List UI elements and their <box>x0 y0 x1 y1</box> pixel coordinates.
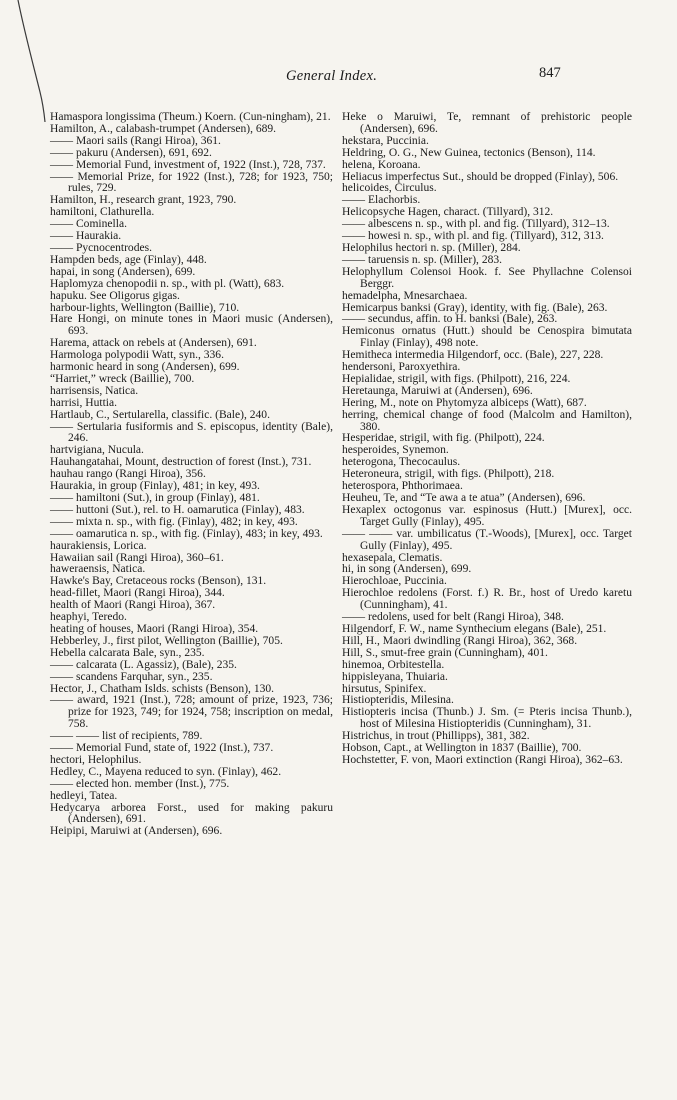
index-entry: —— calcarata (L. Agassiz), (Bale), 235. <box>50 658 237 671</box>
index-entry: —— Memorial Fund, investment of, 1922 (Inst.), 728, 737. <box>50 158 326 171</box>
index-entry: hi, in song (Andersen), 699. <box>342 563 472 576</box>
index-entry: —— secundus, affin. to H. banksi (Bale), 263. <box>342 313 558 326</box>
index-entry: Hawaiian sail (Rangi Hiroa), 360–61. <box>50 551 224 564</box>
index-entry: —— huttoni (Sut.), rel. to H. oamarutica (Finlay), 483. <box>50 503 305 516</box>
index-entry: Heuheu, Te, and “Te awa a te atua” (Andersen), 696. <box>342 492 586 504</box>
index-entry: Helicopsyche Hagen, charact. (Tillyard), 312. <box>342 206 554 219</box>
index-entry: hexasepala, Clematis. <box>342 551 443 564</box>
index-entry: Haurakia, in group (Finlay), 481; in key, 493. <box>50 480 260 493</box>
index-entry: —— —— list of recipients, 789. <box>50 730 203 743</box>
index-entry: hemadelpha, Mnesarchaea. <box>342 289 468 302</box>
index-entry: —— Pycnocentrodes. <box>50 241 152 254</box>
index-entry: hectori, Helophilus. <box>50 753 142 766</box>
index-entry: —— Sertularia fusiformis and S. episcopus, identity (Bale), 246. <box>50 420 333 445</box>
index-entry: haweraensis, Natica. <box>50 563 146 576</box>
index-entry: hamiltoni, Clathurella. <box>50 206 155 219</box>
index-entry: hekstara, Puccinia. <box>342 134 429 147</box>
index-entry: Hedycarya arborea Forst., used for making pakuru (Andersen), 691. <box>50 801 333 826</box>
index-entry: hartvigiana, Nucula. <box>50 444 144 457</box>
page-number: 847 <box>539 65 561 81</box>
index-entry: —— Memorial Prize, for 1922 (Inst.), 728; for 1923, 750; rules, 729. <box>50 170 333 195</box>
index-entry: Hector, J., Chatham Islds. schists (Benson), 130. <box>50 682 275 695</box>
index-entry: Heke o Maruiwi, Te, remnant of prehistoric people (Andersen), 696. <box>342 111 632 135</box>
index-entry: head-fillet, Maori (Rangi Hiroa), 344. <box>50 587 225 600</box>
index-entry: heaphyi, Teredo. <box>50 611 127 624</box>
index-entry: hapai, in song (Andersen), 699. <box>50 265 196 278</box>
index-entry: Hamilton, A., calabash-trumpet (Andersen), 689. <box>50 122 277 135</box>
index-entry: Helophyllum Colensoi Hook. f. See Phyllachne Colensoi Berggr. <box>342 265 632 290</box>
index-entry: —— mixta n. sp., with fig. (Finlay), 482; in key, 493. <box>50 515 298 528</box>
index-entry: —— elected hon. member (Inst.), 775. <box>50 777 230 790</box>
index-entry: Heipipi, Maruiwi at (Andersen), 696. <box>50 825 223 838</box>
index-entry: —— hamiltoni (Sut.), in group (Finlay), 481. <box>50 492 260 504</box>
index-entry: Hebberley, J., first pilot, Wellington (Baillie), 705. <box>50 634 283 647</box>
index-entry: —— Haurakia. <box>50 230 122 243</box>
index-entry: hendersoni, Paroxyethira. <box>342 361 461 374</box>
index-entry: —— Memorial Fund, state of, 1922 (Inst.), 737. <box>50 742 274 755</box>
index-entry: heterogona, Thecocaulus. <box>342 456 461 469</box>
index-entry: Hamilton, H., research grant, 1923, 790. <box>50 194 237 207</box>
index-entry: hauhau rango (Rangi Hiroa), 356. <box>50 468 206 481</box>
index-entry: heating of houses, Maori (Rangi Hiroa), 354. <box>50 622 259 635</box>
index-entry: Hering, M., note on Phytomyza albiceps (Watt), 687. <box>342 396 587 409</box>
index-entry: Hierochloe redolens (Forst. f.) R. Br., host of Uredo karetu (Cunningham), 41. <box>342 587 632 612</box>
index-entry: Hemiconus ornatus (Hutt.) should be Cenospira bimutata Finlay (Finlay), 498 note. <box>342 325 632 350</box>
index-entry: Hobson, Capt., at Wellington in 1837 (Baillie), 700. <box>342 742 582 755</box>
index-entry: harmonic heard in song (Andersen), 699. <box>50 361 240 374</box>
index-entry: —— redolens, used for belt (Rangi Hiroa), 348. <box>342 611 564 624</box>
index-entry: Hesperidae, strigil, with fig. (Philpott), 224. <box>342 432 545 445</box>
index-entry: harrisensis, Natica. <box>50 384 139 397</box>
index-entry: Hare Hongi, on minute tones in Maori music (Andersen), 693. <box>50 313 333 338</box>
index-entry: —— pakuru (Andersen), 691, 692. <box>50 146 212 159</box>
index-entry: —— oamarutica n. sp., with fig. (Finlay), 483; in key, 493. <box>50 527 323 540</box>
index-entry: —— award, 1921 (Inst.), 728; amount of prize, 1923, 736; prize for 1923, 749; for 1924, 758; inscription on medal, 758. <box>50 694 333 731</box>
index-entry: Histiopteris incisa (Thunb.) J. Sm. (= Pteris incisa Thunb.), host of Milesina Histiopteridis (Cunningham), 31. <box>342 706 632 731</box>
index-entry: Hauhangatahai, Mount, destruction of forest (Inst.), 731. <box>50 456 312 469</box>
index-entry: harrisi, Huttia. <box>50 396 118 409</box>
index-entry: Hemitheca intermedia Hilgendorf, occ. (Bale), 227, 228. <box>342 349 604 362</box>
index-entry: Hebella calcarata Bale, syn., 235. <box>50 646 205 659</box>
index-entry: Hamaspora longissima (Theum.) Koern. (Cun-ningham), 21. <box>50 111 331 123</box>
index-entry: Hill, S., smut-free grain (Cunningham), 401. <box>342 646 548 659</box>
index-entry: Hartlaub, C., Sertularella, classific. (Bale), 240. <box>50 408 270 421</box>
index-entry: Hill, H., Maori dwindling (Rangi Hiroa), 362, 368. <box>342 634 578 647</box>
index-entry: helicoides, Circulus. <box>342 182 437 195</box>
index-entry: —— —— var. umbilicatus (T.-Woods), [Murex], occ. Target Gully (Finlay), 495. <box>342 527 632 552</box>
index-entry: Hepialidae, strigil, with figs. (Philpott), 216, 224. <box>342 372 571 385</box>
index-entry: —— Maori sails (Rangi Hiroa), 361. <box>50 134 221 147</box>
index-entry: herring, chemical change of food (Malcolm and Hamilton), 380. <box>342 408 632 433</box>
index-entry: —— albescens n. sp., with pl. and fig. (Tillyard), 312–13. <box>342 218 610 231</box>
index-entry: —— scandens Farquhar, syn., 235. <box>50 670 213 683</box>
index-entry: Hemicarpus banksi (Gray), identity, with fig. (Bale), 263. <box>342 301 608 314</box>
index-entry: —— Elachorbis. <box>342 194 421 207</box>
index-entry: —— howesi n. sp., with pl. and fig. (Tillyard), 312, 313. <box>342 230 604 243</box>
index-entry: Heldring, O. G., New Guinea, tectonics (Benson), 114. <box>342 146 596 159</box>
index-entry: hesperoides, Synemon. <box>342 444 449 457</box>
index-entry: heterospora, Phthorimaea. <box>342 480 463 493</box>
index-entry: Heliacus imperfectus Sut., should be dropped (Finlay), 506. <box>342 170 619 183</box>
index-entry: Haplomyza chenopodii n. sp., with pl. (Watt), 683. <box>50 277 285 290</box>
index-entry: Hedley, C., Mayena reduced to syn. (Finlay), 462. <box>50 765 282 778</box>
index-entry: —— Cominella. <box>50 218 127 231</box>
page-header <box>0 65 677 90</box>
index-entry: Hampden beds, age (Finlay), 448. <box>50 253 207 266</box>
index-entry: Heretaunga, Maruiwi at (Andersen), 696. <box>342 384 533 397</box>
index-column-right <box>342 112 632 767</box>
index-column-left <box>50 112 333 838</box>
index-entry: Heteroneura, strigil, with figs. (Philpott), 218. <box>342 468 555 481</box>
index-entry: hippisleyana, Thuiaria. <box>342 670 448 683</box>
index-entry: hinemoa, Orbitestella. <box>342 658 445 671</box>
index-entry: Helophilus hectori n. sp. (Miller), 284. <box>342 241 521 254</box>
index-entry: —— taruensis n. sp. (Miller), 283. <box>342 253 503 266</box>
index-entry: Hochstetter, F. von, Maori extinction (Rangi Hiroa), 362–63. <box>342 753 623 766</box>
index-entry: hapuku. See Oligorus gigas. <box>50 289 180 302</box>
index-entry: Hilgendorf, F. W., name Synthecium elegans (Bale), 251. <box>342 622 607 635</box>
index-entry: health of Maori (Rangi Hiroa), 367. <box>50 599 216 612</box>
index-entry: haurakiensis, Lorica. <box>50 539 147 552</box>
index-entry: Hawke's Bay, Cretaceous rocks (Benson), 131. <box>50 575 267 588</box>
index-entry: harbour-lights, Wellington (Baillie), 710. <box>50 301 240 314</box>
index-entry: Hierochloae, Puccinia. <box>342 575 447 588</box>
index-entry: hirsutus, Spinifex. <box>342 682 427 695</box>
index-entry: Harmologa polypodii Watt, syn., 336. <box>50 349 224 362</box>
index-entry: “Harriet,” wreck (Baillie), 700. <box>50 372 195 385</box>
index-entry: Histiopteridis, Milesina. <box>342 694 454 707</box>
index-entry: Harema, attack on rebels at (Andersen), 691. <box>50 337 257 350</box>
running-head: General Index. <box>286 68 378 84</box>
index-entry: hedleyi, Tatea. <box>50 789 118 802</box>
index-entry: Histrichus, in trout (Phillipps), 381, 382. <box>342 730 530 743</box>
index-entry: Hexaplex octogonus var. espinosus (Hutt.) [Murex], occ. Target Gully (Finlay), 495. <box>342 503 632 528</box>
index-entry: helena, Koroana. <box>342 158 421 171</box>
